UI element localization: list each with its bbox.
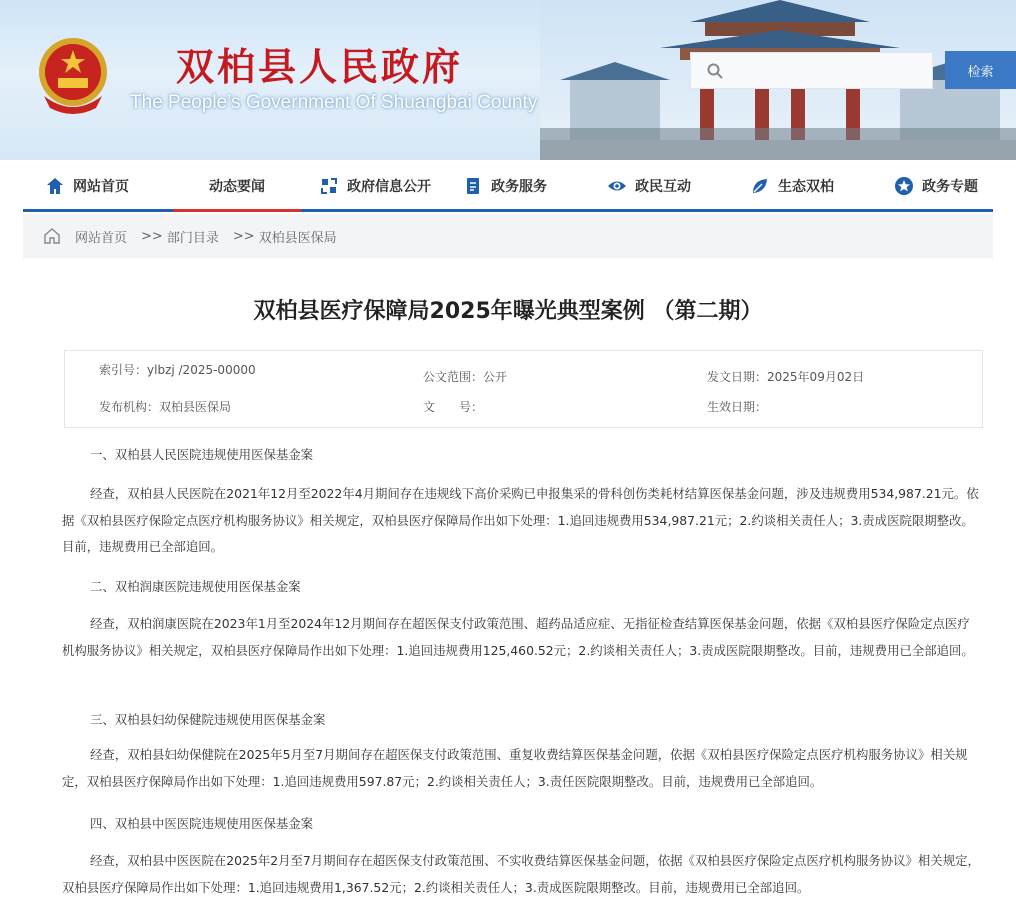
meta-label: 文 号：	[423, 400, 484, 414]
nav-item-label: 政民互动	[635, 178, 691, 195]
meta-doc-number	[423, 398, 483, 415]
breadcrumb-departments[interactable]: 部门目录	[166, 230, 219, 246]
share-icon	[319, 176, 339, 196]
breadcrumb	[23, 214, 993, 258]
nav-item-home[interactable]	[45, 162, 129, 209]
article-title: 双柏县医疗保障局2025年曝光典型案例 （第二期）	[253, 299, 763, 324]
nav-item-label: 网站首页	[73, 178, 129, 195]
section-paragraph: 经查，双柏润康医院在2023年1月至2024年12月期间存在超医保支付政策范围、超药品适应症、无指征检查结算医保基金问题，依据《双柏县医疗保险定点医疗机构服务协议》相关规定，双柏县医疗保障局作出如下处理：1.追回违规费用125,460.52元；2.约谈相关责任人；3.责成医院限期整改。目前，违规费用已全部追回。	[62, 616, 974, 658]
section-paragraph: 经查，双柏县妇幼保健院在2025年5月至7月期间存在超医保支付政策范围、重复收费结算医保基金问题，依据《双柏县医疗保险定点医疗机构服务协议》相关规定，双柏县医疗保障局作出如下处理：1.追回违规费用597.87元；2.约谈相关责任人；3.责任医院限期整改。目前，违规费用已全部追回。	[62, 747, 968, 789]
nav-item-label: 动态要闻	[209, 178, 265, 195]
meta-label: 发布机构：	[99, 400, 160, 414]
meta-effective-date	[707, 398, 767, 415]
breadcrumb-separator: >>	[141, 228, 163, 244]
nav-item-label: 政务服务	[491, 178, 547, 195]
search-input[interactable]	[731, 59, 926, 83]
search-box[interactable]	[690, 52, 933, 89]
breadcrumb-separator: >>	[232, 228, 255, 244]
section-heading: 四、双柏县中医医院违规使用医保基金案	[90, 816, 314, 831]
breadcrumb-home[interactable]: 网站首页	[75, 230, 128, 246]
nav-item-services[interactable]	[463, 162, 547, 209]
site-subtitle: The People’s Government Of Shuangbai County	[130, 92, 538, 113]
meta-date	[707, 368, 864, 385]
home-icon	[45, 176, 65, 196]
document-icon	[463, 176, 483, 196]
nav-item-gov-info[interactable]	[319, 162, 431, 209]
meta-value: ylbzj /2025-00000	[147, 363, 256, 377]
nav-item-label: 生态双柏	[778, 178, 834, 195]
home-icon	[43, 227, 61, 245]
meta-index	[99, 361, 256, 378]
meta-value: 双柏县医保局	[159, 400, 232, 414]
main-nav	[23, 162, 993, 212]
star-icon	[894, 176, 914, 196]
meta-label: 索引号：	[99, 363, 148, 377]
nav-item-label: 政务专题	[922, 178, 978, 195]
nav-item-interaction[interactable]	[607, 162, 691, 209]
section-heading: 二、双柏润康医院违规使用医保基金案	[90, 579, 301, 594]
section-paragraph: 经查，双柏县中医医院在2025年2月至7月期间存在超医保支付政策范围、不实收费结算医保基金问题，依据《双柏县医疗保险定点医疗机构服务协议》相关规定，双柏县医疗保障局作出如下处理：1.追回违规费用1,367.52元；2.约谈相关责任人；3.责成医院限期整改。目前，违规费用已全部追回。	[62, 853, 980, 895]
section-paragraph: 经查，双柏县人民医院在2021年12月至2022年4月期间存在违规线下高价采购已申报集采的骨科创伤类耗材结算医保基金问题，涉及违规费用534,987.21元。依据《双柏县医疗保险定点医疗机构服务协议》相关规定，双柏县医疗保障局作出如下处理：1.追回违规费用534,987.21元；2.约谈相关责任人；3.责成医院限期整改。目前，违规费用已全部追回。	[62, 486, 979, 554]
section-heading: 一、双柏县人民医院违规使用医保基金案	[90, 447, 314, 462]
meta-label: 生效日期：	[707, 400, 768, 414]
section-heading: 三、双柏县妇幼保健院违规使用医保基金案	[90, 712, 326, 727]
nav-item-topics[interactable]	[894, 162, 978, 209]
meta-value: 公开	[483, 370, 508, 384]
search-icon	[707, 63, 723, 79]
meta-label: 发文日期：	[707, 370, 768, 384]
eye-icon	[607, 176, 627, 196]
nav-item-label: 政府信息公开	[347, 178, 431, 195]
national-emblem-icon	[34, 34, 112, 116]
meta-scope	[423, 368, 507, 385]
breadcrumb-medical-insurance-bureau[interactable]: 双柏县医保局	[258, 230, 337, 246]
meta-org	[99, 398, 231, 415]
document-meta	[64, 350, 983, 428]
search-button[interactable]: 检索	[945, 51, 1016, 89]
meta-label: 公文范围：	[423, 370, 484, 384]
meta-value: 2025年09月02日	[767, 370, 865, 384]
nav-item-ecology[interactable]	[750, 162, 834, 209]
leaf-icon	[750, 176, 770, 196]
site-title: 双柏县人民政府	[176, 44, 464, 89]
nav-item-news[interactable]	[209, 162, 265, 209]
header-banner	[0, 0, 1016, 160]
